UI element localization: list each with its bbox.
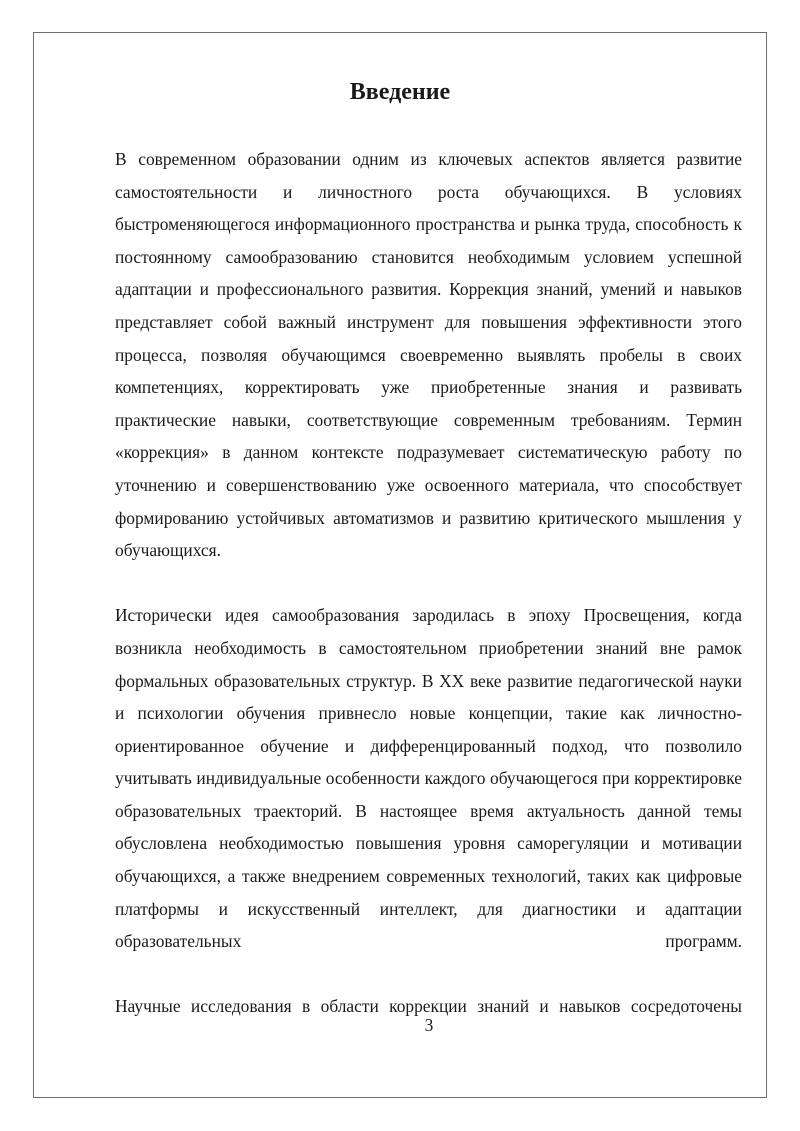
page-number: 3 — [424, 1015, 434, 1035]
document-body — [115, 143, 742, 1023]
paragraph-2: Исторически идея самообразования зародилась в эпоху Просвещения, когда возникла необходимость в самостоятельном приобретении знаний вне рамок формальных образовательных структур. В XX веке развитие педагогической науки и психологии обучения привнесло новые концепции, такие как личностно-ориентированное обучение и дифференцированный подход, что позволило учитывать индивидуальные особенности каждого обучающегося при корректировке образовательных траекторий. В настоящее время актуальность данной темы обусловлена необходимостью повышения уровня саморегуляции и мотивации обучающихся, а также внедрением современных технологий, таких как цифровые платформы и искусственный интеллект, для диагностики и адаптации образовательных программ. — [115, 605, 742, 952]
paragraph-3: Научные исследования в области коррекции знаний и навыков сосредоточены — [115, 996, 742, 1017]
paragraph-1: В современном образовании одним из ключевых аспектов является развитие самостоятельности и личностного роста обучающихся. В условиях быстроменяющегося информационного пространства и рынка труда, способность к постоянному самообразованию становится необходимым условием успешной адаптации и профессионального развития. Коррекция знаний, умений и навыков представляет собой важный инструмент для повышения эффективности этого процесса, позволяя обучающимся своевременно выявлять пробелы в своих компетенциях, корректировать уже приобретенные знания и развивать практические навыки, соответствующие современным требованиям. Термин «коррекция» в данном контексте подразумевает систематическую работу по уточнению и совершенствованию уже освоенного материала, что способствует формированию устойчивых автоматизмов и развитию критического мышления у обучающихся. — [115, 149, 742, 561]
page-title: Введение — [349, 79, 451, 105]
